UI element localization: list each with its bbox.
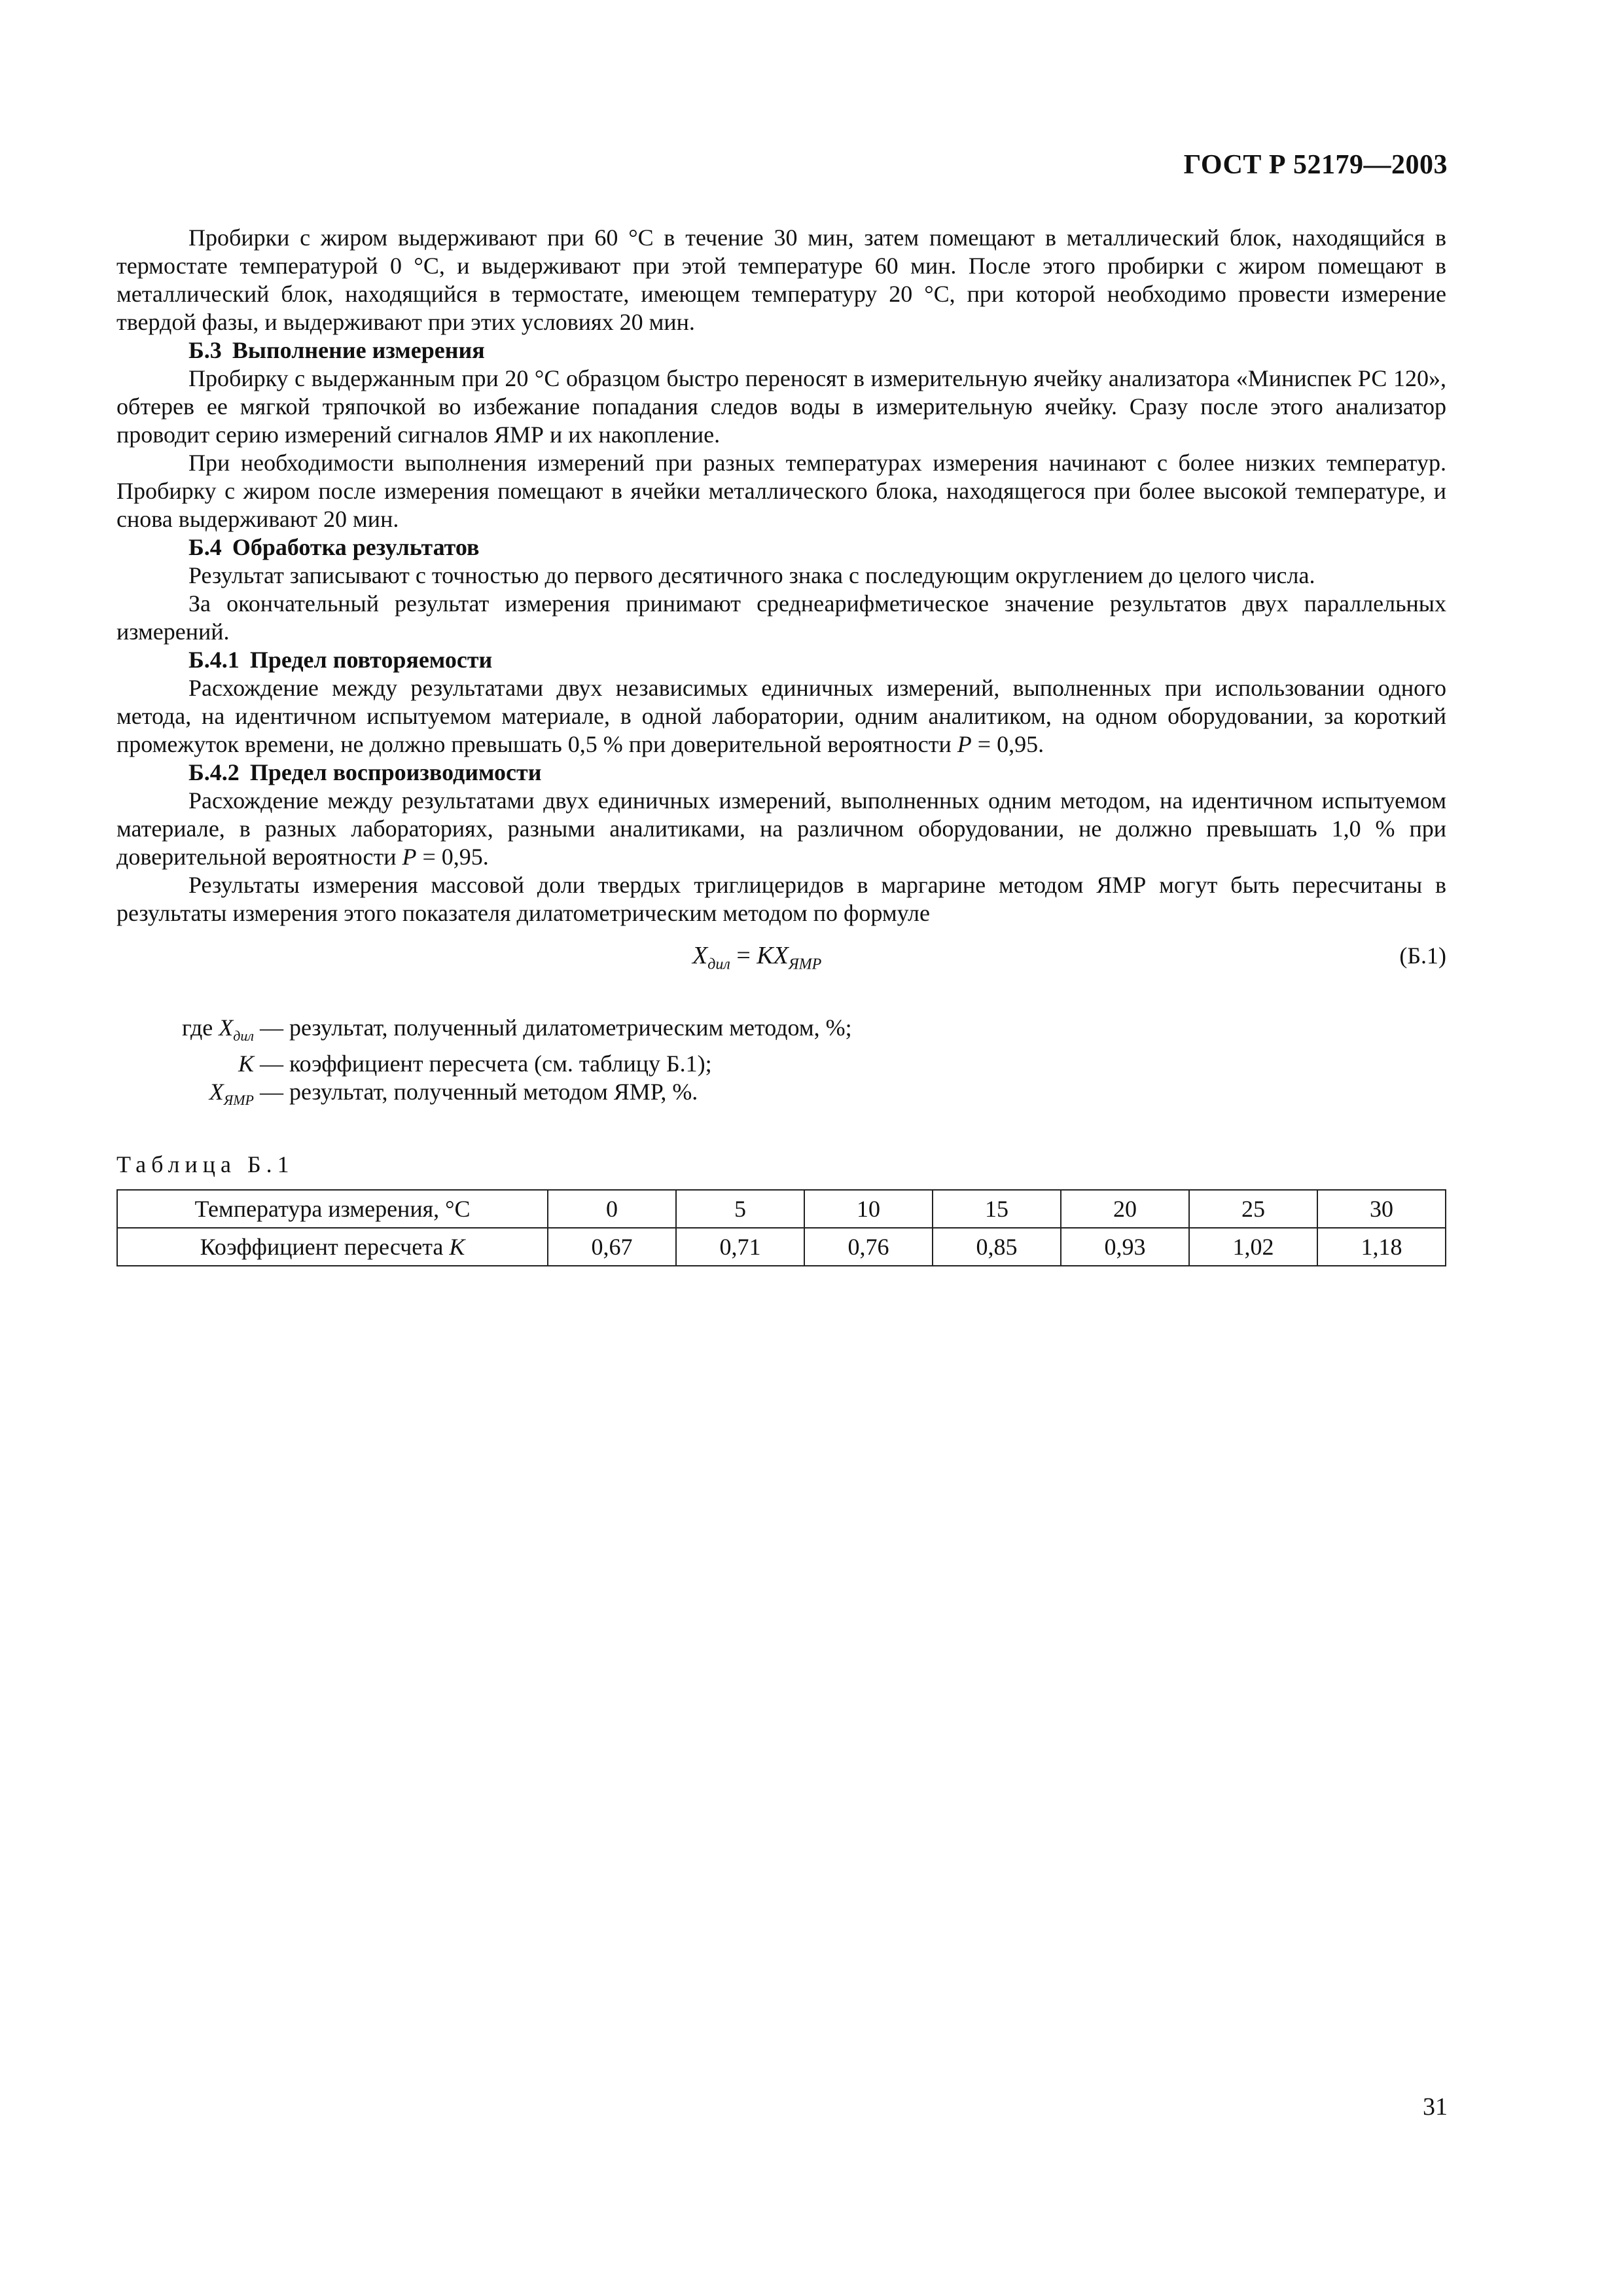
standard-code-header: ГОСТ Р 52179—2003: [1183, 150, 1448, 180]
legend-prefix: где: [181, 1014, 213, 1041]
table-cell: 10: [804, 1190, 933, 1228]
paragraph-conversion: Результаты измерения массовой доли твердых триглицеридов в маргарине методом ЯМР могут быть пересчитаны в результаты измерения этого показателя дилатометрическим методом по формуле: [116, 872, 1446, 926]
row-header-variable: K: [449, 1233, 465, 1260]
section-number: Б.4: [188, 534, 222, 560]
row-header-label: Коэффициент пересчета: [200, 1233, 444, 1260]
legend-subscript: дил: [233, 1028, 254, 1045]
table-cell: 30: [1317, 1190, 1446, 1228]
section-title: Выполнение измерения: [232, 337, 485, 363]
section-heading-b3: [116, 336, 1446, 365]
formula-b1: [116, 937, 1446, 989]
section-title: Предел воспроизводимости: [249, 759, 542, 785]
legend-subscript: ЯМР: [223, 1092, 254, 1109]
formula-rhs-variable: KX: [757, 942, 789, 969]
legend-description: — результат, полученный методом ЯМР, %.: [254, 1079, 698, 1105]
paragraph-sample-conditioning: Пробирки с жиром выдерживают при 60 °С в течение 30 мин, затем помещают в металлический блок, находящийся в термостате температурой 0 °С, и выдерживают при этой температуре 60 мин. После этого пробирки с жиром помещают в металлический блок, находящийся в термостате, имеющем температуру 20 °С, при которой необходимо провести измерение твердой фазы, и выдерживают при этих условиях 20 мин.: [116, 224, 1446, 335]
formula-lhs-subscript: дил: [707, 956, 730, 973]
table-cell: 1,02: [1189, 1228, 1317, 1266]
legend-description: — коэффициент пересчета (см. таблицу Б.1);: [254, 1050, 712, 1077]
probability-variable: P: [957, 731, 972, 757]
table-cell: 0,67: [548, 1228, 676, 1266]
table-cell: 0,71: [676, 1228, 804, 1266]
section-number: Б.4.1: [188, 647, 240, 673]
table-row: [117, 1228, 1446, 1266]
table-cell: 15: [933, 1190, 1061, 1228]
paragraph-reproducibility: [116, 787, 1446, 871]
row-header: [117, 1228, 548, 1266]
legend-term: [116, 1014, 254, 1050]
formula-lhs-variable: X: [692, 942, 708, 969]
legend-term: [116, 1078, 254, 1114]
section-title: Обработка результатов: [232, 534, 480, 560]
legend-variable: X: [219, 1014, 234, 1041]
section-number: Б.3: [188, 337, 222, 363]
formula-number: (Б.1): [1399, 942, 1446, 969]
table-cell: 0,93: [1061, 1228, 1189, 1266]
section-number: Б.4.2: [188, 759, 240, 785]
table-cell: 20: [1061, 1190, 1189, 1228]
legend-term: [116, 1050, 254, 1078]
table-caption: Таблица Б.1: [116, 1151, 294, 1178]
table-cell: 0: [548, 1190, 676, 1228]
formula-equals: =: [730, 942, 757, 969]
formula-legend: [116, 1014, 1446, 1114]
document-body: [116, 224, 1446, 1266]
conversion-coefficient-table: [116, 1189, 1446, 1266]
paragraph-repeatability: [116, 674, 1446, 759]
paragraph-multi-temperature: При необходимости выполнения измерений при разных температурах измерения начинают с более низких температур. Пробирку с жиром после измерения помещают в ячейки металлического блока, находящегося при более высокой температуре, и снова выдерживают 20 мин.: [116, 450, 1446, 532]
paragraph-measurement-procedure: Пробирку с выдержанным при 20 °С образцом быстро переносят в измерительную ячейку анализатора «Миниспек РС 120», обтерев ее мягкой тряпочкой во избежание попадания следов воды в измерительную ячейку. Сразу после этого анализатор проводит серию измерений сигналов ЯМР и их накопление.: [116, 365, 1446, 448]
table-cell: 0,76: [804, 1228, 933, 1266]
section-heading-b42: [116, 759, 1446, 787]
table-cell: 5: [676, 1190, 804, 1228]
legend-variable: K: [238, 1050, 254, 1077]
formula-expression: [692, 942, 821, 979]
probability-variable: P: [402, 844, 417, 870]
section-title: Предел повторяемости: [249, 647, 493, 673]
repeatability-text: Расхождение между результатами двух независимых единичных измерений, выполненных при использовании одного метода, на идентичном испытуемом материале, в одной лаборатории, одним аналитиком, на одном оборудовании, за короткий промежуток времени, не должно превышать 0,5 % при доверительной вероятности: [116, 675, 1446, 757]
formula-rhs-subscript: ЯМР: [788, 956, 822, 973]
repeatability-value: = 0,95.: [971, 731, 1044, 757]
page-number: 31: [1423, 2093, 1448, 2121]
legend-description: — результат, полученный дилатометрическим методом, %;: [254, 1014, 852, 1041]
paragraph-final-result: За окончательный результат измерения принимают среднеарифметическое значение результатов двух параллельных измерений.: [116, 590, 1446, 645]
section-heading-b41: [116, 646, 1446, 674]
legend-variable: X: [209, 1079, 224, 1105]
legend-item: [116, 1050, 1446, 1078]
section-heading-b4: [116, 533, 1446, 562]
table-cell: 0,85: [933, 1228, 1061, 1266]
table-row: [117, 1190, 1446, 1228]
row-header: Температура измерения, °С: [117, 1190, 548, 1228]
paragraph-rounding: Результат записывают с точностью до первого десятичного знака с последующим округлением до целого числа.: [188, 562, 1315, 588]
reproducibility-value: = 0,95.: [416, 844, 489, 870]
legend-item: [116, 1014, 1446, 1050]
table-cell: 1,18: [1317, 1228, 1446, 1266]
legend-item: [116, 1078, 1446, 1114]
table-cell: 25: [1189, 1190, 1317, 1228]
reproducibility-text: Расхождение между результатами двух единичных измерений, выполненных одним методом, на идентичном испытуемом материале, в разных лабораториях, разными аналитиками, на различном оборудовании, не должно превышать 1,0 % при доверительной вероятности: [116, 787, 1446, 870]
